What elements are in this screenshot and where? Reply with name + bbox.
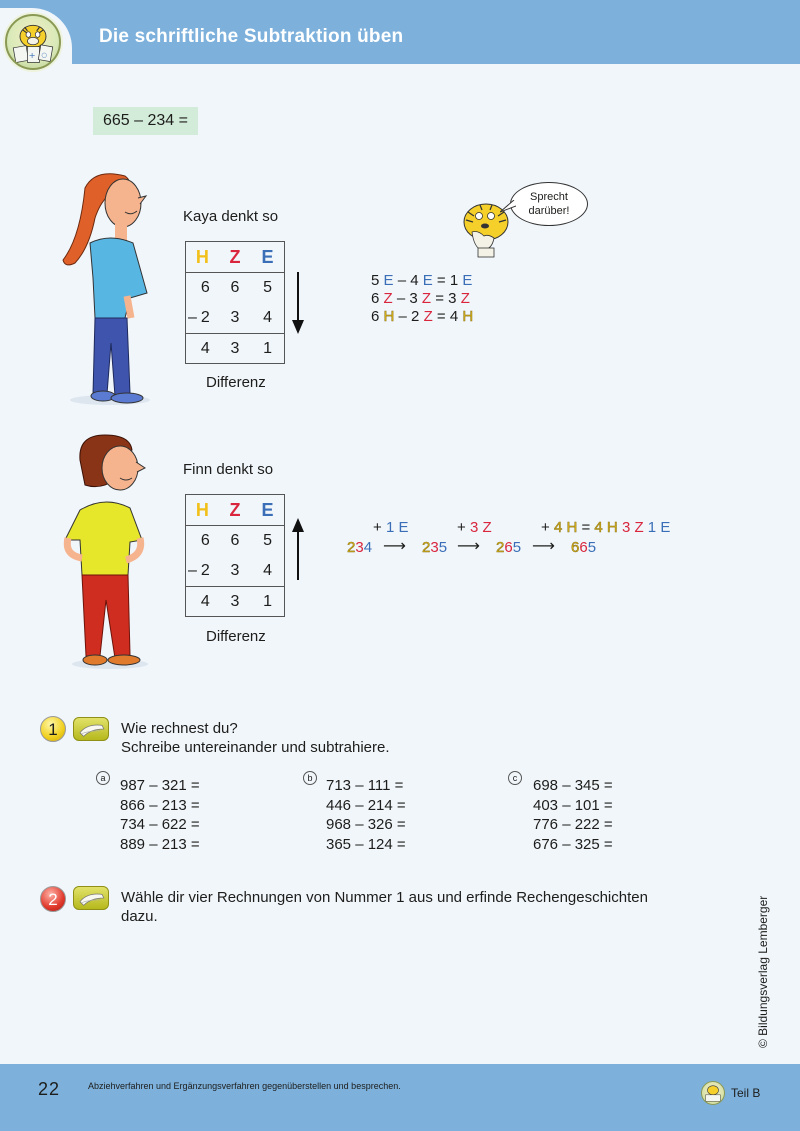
step-operator: – [397, 272, 407, 289]
summary-tens: 3 [621, 519, 631, 536]
step-unit: Z [423, 308, 433, 325]
step-value: 6 [371, 290, 380, 307]
subtrahend-hundreds [186, 562, 219, 580]
calc-item: 734 – 622 = [120, 816, 200, 833]
step-unit: Z [482, 519, 492, 536]
subtask-c-list [533, 776, 613, 854]
arrow-down-icon [291, 272, 305, 334]
step-unit: H [383, 308, 395, 325]
table-header-row [186, 495, 284, 526]
calc-item: 446 – 214 = [326, 796, 406, 814]
digit-tens: 3 [430, 539, 439, 556]
minus-sign: – [188, 562, 197, 579]
calc-item: 698 – 345 = [533, 777, 613, 794]
kaya-step-list [371, 272, 473, 326]
finn-place-value-table [185, 494, 285, 617]
subtrahend-row [186, 303, 284, 333]
summary-ones: 1 [647, 519, 657, 536]
kaya-character-illustration [55, 168, 150, 408]
step-value: 4 [410, 272, 419, 289]
chain-number-3 [496, 539, 521, 556]
speech-bubble [510, 182, 588, 226]
calc-item: 866 – 213 = [120, 796, 200, 814]
result-row [186, 333, 284, 363]
calc-item: 403 – 101 = [533, 796, 613, 814]
subtrahend-hundreds-value: 2 [200, 562, 210, 579]
chain-arrow-icon: ⟶ [532, 538, 555, 555]
step-value: 3 [409, 290, 418, 307]
step-unit: E [422, 272, 433, 289]
header-ones: E [261, 499, 274, 520]
step-amount: 4 [553, 519, 563, 536]
speech-bubble-tail [500, 200, 516, 214]
summary-hundreds: 4 [594, 519, 603, 536]
calc-item: 365 – 124 = [326, 835, 406, 853]
calc-item: 676 – 325 = [533, 835, 613, 853]
step-unit: Z [460, 290, 470, 307]
minuend-hundreds: 6 [200, 279, 210, 296]
step-unit: Z [421, 290, 432, 307]
subtrahend-row [186, 556, 284, 586]
step-value: 1 [449, 272, 459, 289]
chain-number-4 [571, 539, 596, 556]
minuend-tens: 6 [230, 532, 240, 549]
minuend-tens: 6 [230, 279, 240, 296]
finn-label: Finn denkt so [183, 461, 274, 478]
exercise-2-text [121, 888, 648, 926]
step-equals: = [436, 308, 446, 325]
subtrahend-ones: 4 [263, 309, 273, 326]
minuend-hundreds: 6 [200, 532, 210, 549]
step-unit: H [566, 519, 578, 536]
calc-item: 968 – 326 = [326, 816, 406, 833]
chain-step-2 [457, 519, 492, 536]
book-icon [73, 717, 109, 741]
kaya-place-value-table [185, 241, 285, 364]
chain-arrow-icon: ⟶ [457, 538, 480, 555]
kaya-result-label: Differenz [206, 374, 266, 391]
subtrahend-hundreds-value: 2 [200, 309, 210, 326]
result-hundreds: 4 [200, 339, 210, 357]
digit-hundreds: 6 [571, 539, 580, 556]
subtask-c-label: c [508, 771, 522, 785]
kaya-step-hundreds [371, 308, 473, 326]
kaya-step-tens [371, 290, 473, 308]
equals-sign: = [581, 519, 591, 536]
step-unit: E [462, 272, 473, 289]
calc-item: 987 – 321 = [120, 777, 200, 794]
step-value: 3 [448, 290, 457, 307]
chain-number-1 [347, 539, 372, 556]
step-unit: E [383, 272, 394, 289]
header-ones: E [261, 246, 274, 267]
calc-item: 889 – 213 = [120, 835, 200, 853]
step-operator: – [396, 290, 406, 307]
page-number: 22 [38, 1079, 61, 1099]
plus-sign: + [373, 519, 382, 536]
minuend-row [186, 526, 284, 556]
kaya-step-ones [371, 272, 473, 290]
digit-tens: 6 [579, 539, 588, 556]
subtask-b-list [326, 776, 406, 854]
arrow-up-icon [291, 518, 305, 580]
finn-result-label: Differenz [206, 628, 266, 645]
step-amount: 3 [469, 519, 479, 536]
finn-character-illustration [60, 430, 152, 670]
plus-sign: + [541, 519, 550, 536]
minuend-ones: 5 [263, 279, 273, 296]
kaya-label: Kaya denkt so [183, 208, 279, 225]
step-equals: = [436, 272, 446, 289]
subtrahend-ones: 4 [263, 562, 273, 579]
digit-tens: 3 [355, 539, 364, 556]
subtrahend-tens: 3 [230, 309, 240, 326]
chain-arrow-icon: ⟶ [383, 538, 406, 555]
subtrahend-hundreds [186, 309, 219, 327]
exercise-1-line1: Wie rechnest du? [121, 720, 238, 737]
step-value: 4 [449, 308, 459, 325]
chain-number-2 [422, 539, 447, 556]
header-tens: Z [229, 246, 241, 267]
speech-bubble-line1: Sprecht [530, 191, 568, 203]
exercise-1-line2: Schreibe untereinander und subtrahiere. [121, 739, 390, 756]
footer-part-label: Teil B [731, 1086, 761, 1100]
subtask-b-label: b [303, 771, 317, 785]
summary-hundreds-unit: H [606, 519, 618, 536]
chain-step-1 [373, 519, 408, 536]
plus-sign: + [457, 519, 466, 536]
digit-ones: 5 [438, 539, 448, 556]
chain-step-3 [541, 519, 670, 536]
table-header-row [186, 242, 284, 273]
header-hundreds: H [195, 246, 209, 267]
step-unit: Z [383, 290, 393, 307]
speech-bubble-line2: darüber! [528, 205, 570, 217]
summary-tens-unit: Z [634, 519, 644, 536]
subtask-a-label: a [96, 771, 110, 785]
exercise-2-number-badge: 2 [40, 886, 66, 912]
digit-hundreds: 2 [422, 539, 431, 556]
result-tens: 3 [230, 339, 240, 357]
tiger-mascot-small-icon [701, 1081, 725, 1105]
result-hundreds: 4 [200, 592, 210, 610]
result-ones: 1 [263, 339, 273, 357]
digit-hundreds: 2 [496, 539, 505, 556]
subtrahend-tens: 3 [230, 562, 240, 579]
exercise-1-text [121, 719, 390, 757]
minus-sign: – [188, 309, 197, 326]
exercise-2-line1: Wähle dir vier Rechnungen von Nummer 1 aus und erfinde Rechengeschichten [121, 889, 648, 906]
exercise-1-number-badge: 1 [40, 716, 66, 742]
step-unit: E [398, 519, 409, 536]
step-value: 2 [411, 308, 420, 325]
task-expression: 665 – 234 = [93, 107, 198, 135]
svg-text:○: ○ [41, 50, 47, 59]
digit-hundreds: 2 [347, 539, 356, 556]
summary-ones-unit: E [660, 519, 671, 536]
footer-bar [0, 1064, 800, 1131]
minuend-ones: 5 [263, 532, 273, 549]
header-tens: Z [229, 499, 241, 520]
step-equals: = [435, 290, 444, 307]
minuend-row [186, 273, 284, 303]
result-ones: 1 [263, 592, 273, 610]
step-unit: H [462, 308, 474, 325]
calc-item: 776 – 222 = [533, 816, 613, 833]
step-operator: – [398, 308, 407, 325]
step-amount: 1 [385, 519, 395, 536]
digit-ones: 5 [587, 539, 597, 556]
digit-ones: 4 [363, 539, 373, 556]
footer-note: Abziehverfahren und Ergänzungsverfahren gegenüberstellen und besprechen. [88, 1081, 401, 1091]
copyright-notice: © Bildungsverlag Lemberger [756, 895, 770, 1048]
exercise-2-line2: dazu. [121, 908, 158, 925]
calc-item: 713 – 111 = [326, 777, 404, 794]
svg-text:+: + [28, 49, 36, 60]
step-value: 5 [371, 272, 380, 289]
page-title: Die schriftliche Subtraktion üben [99, 26, 404, 47]
result-tens: 3 [230, 592, 240, 610]
tiger-mascot-icon [5, 14, 61, 70]
book-icon [73, 886, 109, 910]
result-row [186, 586, 284, 616]
step-value: 6 [371, 308, 380, 325]
digit-tens: 6 [504, 539, 513, 556]
subtask-a-list [120, 776, 200, 854]
header-hundreds: H [195, 499, 209, 520]
digit-ones: 5 [512, 539, 522, 556]
